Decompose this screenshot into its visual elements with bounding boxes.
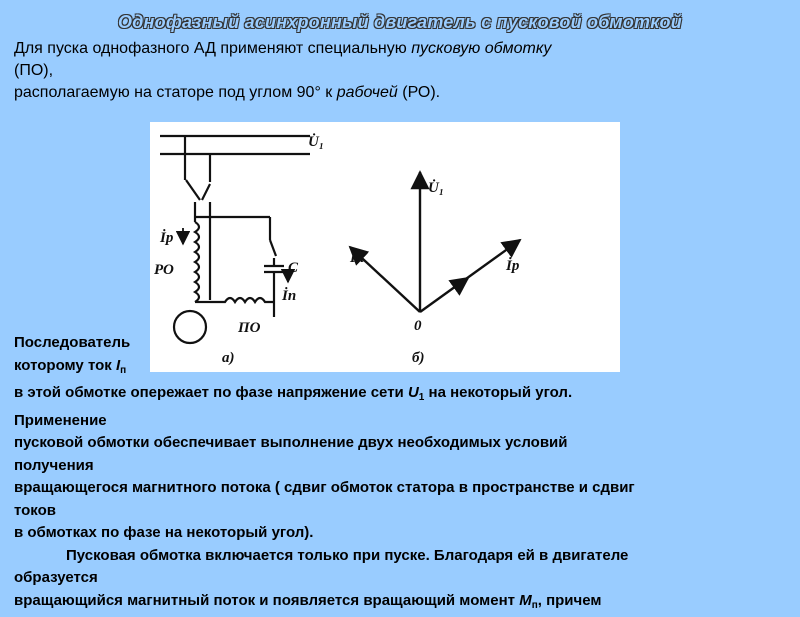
body-line: пусковой обмотки обеспечивает выполнение двух необходимых условий [14,432,774,455]
phasor-ip [420,240,520,312]
switch-blade [186,180,200,200]
intro-emphasis: рабочей [337,84,398,101]
phasor-ip-midarrow [454,278,468,288]
phasor-label-u1: U̇₁ [428,179,444,196]
body-line [14,590,774,617]
intro-text: (РО). [398,84,440,101]
body-line: токов [14,500,774,523]
slide-title: Однофазный асинхронный двигатель с пусковой обмоткой [0,12,800,33]
body-line: образуется [14,567,774,590]
body-line: в обмотках по фазе на некоторый угол). [14,522,774,545]
phasor-label-origin: 0 [414,318,422,334]
intro-emphasis: пусковую обмотку [411,40,551,57]
intro-text: Для пуска однофазного АД применяют специальную [14,40,411,57]
body-subscript: п [532,600,538,611]
body-text: которому ток [14,357,116,374]
circuit-label-in: İп [281,287,296,304]
body-paragraph [14,332,774,617]
body-text: , причем [538,592,602,609]
circuit-label-c: С [288,260,299,276]
circuit-label-ro: РО [154,262,174,278]
rotor-circle [174,311,206,343]
circuit-label-po: ПО [237,320,261,336]
switch-blade [202,184,210,200]
body-text: вращающийся магнитный поток и появляется вращающий момент [14,592,519,609]
body-line: Пусковая обмотка включается только при пуске. Благодаря ей в двигателе [14,545,774,568]
ro-winding [195,222,199,302]
circuit-caption: а) [222,350,235,366]
body-line: вращающегося магнитного потока ( сдвиг обмоток статора в пространстве и сдвиг [14,477,774,500]
body-symbol: U [408,384,419,401]
figure [150,122,620,372]
intro-line-2: (ПО), [14,60,774,82]
switch-blade [270,240,276,256]
phasor-caption: б) [412,350,424,366]
circuit-label-ip: İр [159,229,174,246]
body-text: в этой обмотке опережает по фазе напряжение сети [14,384,408,401]
intro-paragraph [14,38,774,104]
circuit-label-u1: U̇₁ [308,133,324,150]
intro-line-1 [14,38,774,60]
phasor-label-ip: İр [505,257,520,274]
body-line [14,382,774,410]
intro-line-3 [14,82,774,104]
body-text: Последователь [14,334,130,351]
po-winding [210,298,274,302]
body-symbol: М [519,592,532,609]
phasor-label-in: İп [349,249,364,266]
figure-svg [150,122,620,372]
body-subscript: п [120,365,126,376]
body-text: на некоторый угол. [424,384,572,401]
body-line: получения [14,455,774,478]
body-subscript: 1 [419,392,425,403]
body-symbol: I [116,357,120,374]
body-line: Применение [14,410,774,433]
intro-text: располагаемую на статоре под углом 90° к [14,84,337,101]
